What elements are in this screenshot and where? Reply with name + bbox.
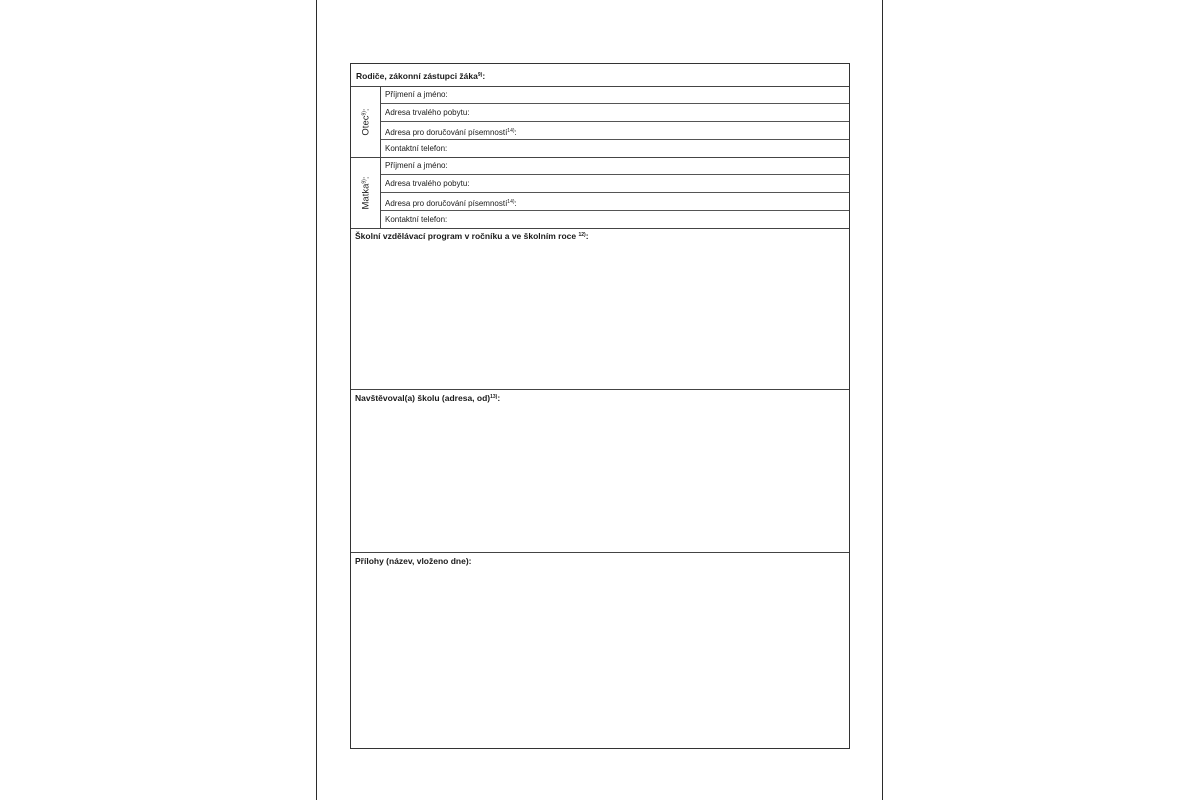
mother-label: Matka$^{9)}$: (360, 176, 371, 209)
parents-title-footnote: 9) (477, 72, 483, 78)
parents-header (351, 64, 849, 87)
mother-group (351, 157, 849, 229)
attachments-title: Přílohy (název, vloženo dne): (355, 556, 472, 566)
mother-phone-field[interactable]: Kontaktní telefon: (385, 215, 448, 224)
father-delivery-address-field[interactable]: Adresa pro doručování písemností$^{14)}$: (381, 122, 849, 140)
parents-title: Rodiče, zákonní zástupci žáka (356, 71, 478, 81)
program-title: Školní vzdělávací program v ročníku a ve školním roce $^{12)}$: (355, 231, 589, 241)
attachments-section[interactable] (351, 553, 849, 748)
program-section[interactable] (351, 228, 849, 390)
father-address-field[interactable]: Adresa trvalého pobytu: (381, 104, 849, 122)
mother-address-field[interactable]: Adresa trvalého pobytu: (381, 175, 849, 193)
father-group (351, 86, 849, 158)
parents-title-colon: : (482, 71, 486, 81)
mother-delivery-address-field[interactable]: Adresa pro doručování písemností$^{14)}$: (381, 193, 849, 211)
mother-side-cell (351, 157, 381, 228)
father-label: Otec$^{9)}$: (360, 107, 371, 136)
father-side-cell (351, 86, 381, 157)
father-name-field[interactable]: Příjmení a jméno: (381, 86, 849, 104)
attended-school-title: Navštěvoval(a) školu (adresa, od)$^{13)}$: (355, 393, 501, 403)
student-record-form (350, 63, 850, 749)
attended-school-section[interactable] (351, 390, 849, 553)
mother-name-field[interactable]: Příjmení a jméno: (381, 157, 849, 175)
father-phone-field[interactable]: Kontaktní telefon: (385, 144, 448, 153)
